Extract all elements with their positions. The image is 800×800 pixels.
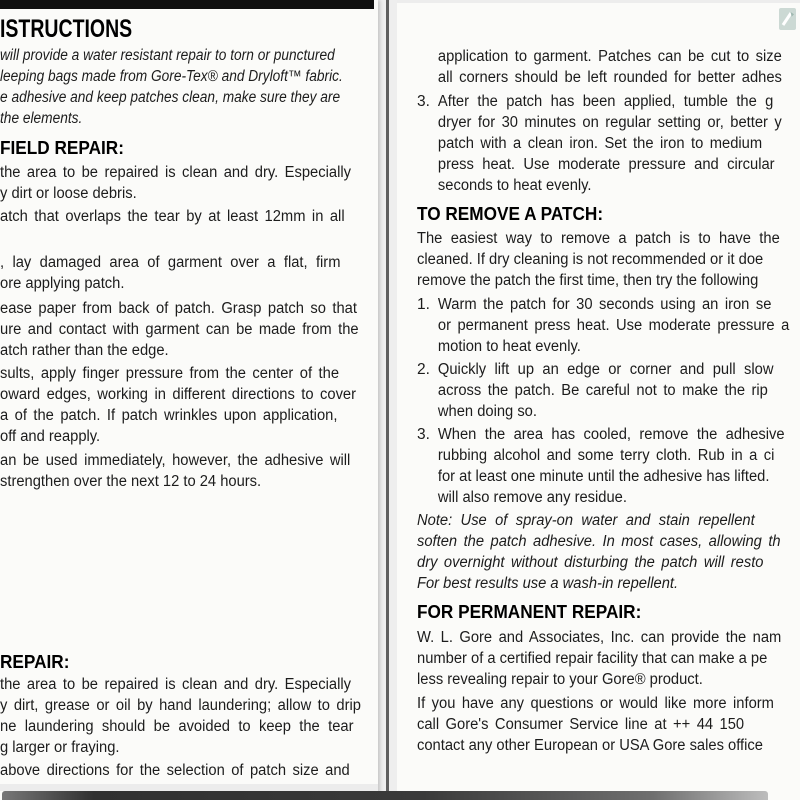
text-line: If you have any questions or would like more inform	[417, 695, 774, 712]
scan-bottom-shade	[0, 784, 378, 791]
text-line: off and reapply.	[0, 428, 101, 445]
text-line: cleaned. If dry cleaning is not recommended or it doe	[417, 251, 764, 268]
right-page	[397, 0, 800, 800]
text-line: The easiest way to remove a patch is to have the	[417, 230, 780, 247]
text-line: or permanent press heat. Use moderate pressure a	[437, 317, 790, 334]
scan-top-bar	[0, 0, 374, 9]
remove-intro-paragraph	[417, 228, 799, 291]
page-title: ISTRUCTIONS	[0, 15, 133, 43]
text-line: y dirt or loose debris.	[0, 185, 137, 202]
remove-step-3	[417, 424, 800, 508]
text-line: will also remove any residue.	[437, 489, 627, 506]
text-line: across the patch. Be careful not to make the rip	[437, 382, 768, 399]
list-number: 3.	[417, 426, 430, 443]
list-number: 1.	[417, 296, 430, 313]
text-line: above directions for the selection of patch size and	[0, 762, 350, 779]
list-number: 2.	[417, 361, 430, 378]
text-line: motion to heat evenly.	[437, 338, 581, 355]
text-line: W. L. Gore and Associates, Inc. can provide the nam	[417, 629, 782, 646]
text-line: patch with a clean iron. Set the iron to medium	[437, 135, 763, 152]
text-line: ure and contact with garment can be made from the	[0, 321, 359, 338]
text-line: press heat. Use moderate pressure and circular	[437, 156, 775, 173]
remove-patch-heading-block	[417, 203, 617, 224]
text-line: the area to be repaired is clean and dry. Especially	[0, 676, 351, 693]
text-line: seconds to heat evenly.	[437, 177, 592, 194]
text-line: atch that overlaps the tear by at least 12mm in all	[0, 208, 345, 225]
field-repair-paragraph-3	[0, 252, 358, 294]
text-line: e adhesive and keep patches clean, make sure they are	[0, 89, 341, 106]
permanent-repair-heading-block	[417, 601, 658, 622]
text-line: y dirt, grease or oil by hand laundering; allow to drip	[0, 697, 361, 714]
text-line: g larger or fraying.	[0, 739, 120, 756]
text-line: number of a certified repair facility that can make a pe	[417, 650, 768, 667]
home-repair-paragraph-1	[0, 674, 378, 758]
section-heading-remove-patch: TO REMOVE A PATCH:	[417, 203, 604, 224]
home-repair-paragraph-2	[0, 760, 368, 781]
field-repair-paragraph-6	[0, 450, 369, 492]
text-line: , lay damaged area of garment over a flat, firm	[0, 254, 341, 271]
text-line: the elements.	[0, 110, 83, 127]
text-line: less revealing repair to your Gore® product.	[417, 671, 703, 688]
text-line: application to garment. Patches can be cut to size	[437, 48, 782, 65]
instructions-title-block	[0, 16, 169, 42]
permanent-paragraph-2	[417, 693, 793, 756]
section-heading-field-repair: FIELD REPAIR:	[0, 137, 124, 158]
text-line: when doing so.	[437, 403, 537, 420]
text-line: a of the patch. If patch wrinkles upon application,	[0, 407, 338, 424]
section-heading-repair: REPAIR:	[0, 651, 70, 672]
text-line: atch rather than the edge.	[0, 342, 169, 359]
text-line: soften the patch adhesive. In most cases, allowing th	[417, 533, 781, 550]
text-line: the area to be repaired is clean and dry. Especially	[0, 164, 351, 181]
pencil-cursor-icon[interactable]	[779, 8, 796, 30]
apply-step-3	[417, 91, 800, 196]
repair-heading-block	[0, 651, 75, 672]
intro-paragraph	[0, 45, 378, 129]
permanent-paragraph-1	[417, 627, 800, 690]
section-heading-permanent-repair: FOR PERMANENT REPAIR:	[417, 601, 642, 622]
text-line: leeping bags made from Gore-Tex® and Dryloft™ fabric.	[0, 68, 343, 85]
text-line: strengthen over the next 12 to 24 hours.	[0, 473, 262, 490]
field-repair-paragraph-2	[0, 206, 363, 227]
text-line: sults, apply finger pressure from the center of the	[0, 365, 340, 382]
text-line: all corners should be left rounded for better adhes	[437, 69, 782, 86]
text-line: for at least one minute until the adhesive has lifted.	[437, 468, 770, 485]
text-line: After the patch has been applied, tumble the g	[437, 93, 774, 110]
scan-bottom-bar	[2, 791, 768, 800]
text-line: call Gore's Consumer Service line at ++ 44 150	[417, 716, 745, 733]
text-line: rubbing alcohol and some terry cloth. Rub in a ci	[437, 447, 775, 464]
text-line: will provide a water resistant repair to torn or punctured	[0, 47, 335, 64]
text-line: an be used immediately, however, the adhesive will	[0, 452, 351, 469]
text-line: Note: Use of spray-on water and stain repellent	[417, 512, 755, 529]
text-line: ore applying patch.	[0, 275, 125, 292]
text-line: ease paper from back of patch. Grasp patch so that	[0, 300, 357, 317]
text-line: dryer for 30 minutes on regular setting or, better y	[437, 114, 782, 131]
text-line: oward edges, working in different directions to cover	[0, 386, 357, 403]
text-line: For best results use a wash-in repellent.	[417, 575, 679, 592]
text-line: When the area has cooled, remove the adhesive	[437, 426, 785, 443]
note-paragraph	[417, 510, 800, 594]
remove-step-2	[417, 359, 792, 422]
text-line: Quickly lift up an edge or corner and pull slow	[437, 361, 774, 378]
text-line: Warm the patch for 30 seconds using an iron se	[437, 296, 772, 313]
field-repair-paragraph-4	[0, 298, 377, 361]
text-line: contact any other European or USA Gore sales office	[417, 737, 763, 754]
list-number: 3.	[417, 93, 430, 110]
remove-step-1	[417, 294, 800, 357]
left-page	[0, 0, 378, 800]
field-repair-paragraph-5	[0, 363, 375, 447]
continuation-paragraph	[417, 46, 800, 88]
text-line: dry overnight without disturbing the patch will resto	[417, 554, 764, 571]
text-line: remove the patch the first time, then try the following	[417, 272, 759, 289]
page-gutter-divider	[386, 0, 389, 800]
field-repair-heading-block	[0, 137, 133, 158]
field-repair-paragraph-1	[0, 162, 369, 204]
text-line: ne laundering should be avoided to keep the tear	[0, 718, 354, 735]
scan-top-edge	[397, 0, 800, 3]
